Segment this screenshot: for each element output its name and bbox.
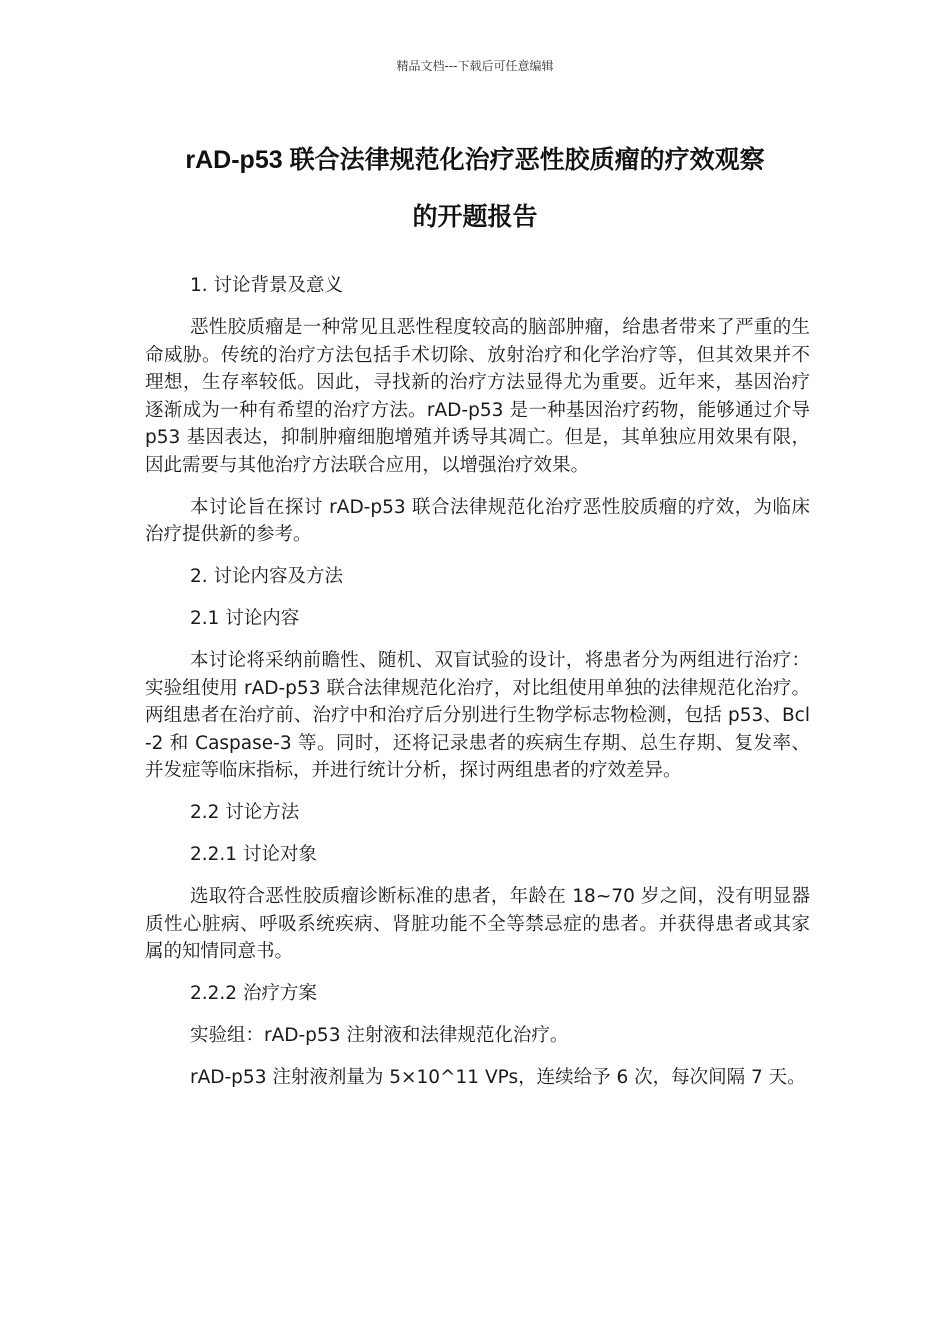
- title-line-1: rAD-p53 联合法律规范化治疗恶性胶质瘤的疗效观察: [185, 146, 765, 174]
- section-heading-2-1: 2.1 讨论内容: [190, 608, 300, 629]
- section-heading-2: 2. 讨论内容及方法: [190, 566, 344, 587]
- section-heading-2-2: 2.2 讨论方法: [190, 802, 300, 823]
- title-line-2: 的开题报告: [412, 203, 538, 231]
- section-heading-2-2-2: 2.2.2 治疗方案: [190, 983, 317, 1004]
- paragraph-experimental-group: 实验组：rAD-p53 注射液和法律规范化治疗。: [190, 1025, 569, 1046]
- paragraph-background: 恶性胶质瘤是一种常见且恶性程度较高的脑部肿瘤，给患者带来了严重的生命威胁。传统的治疗方法包括手术切除、放射治疗和化学治疗等，但其效果并不理想，生存率较低。因此，寻找新的治疗方法显得尤为重要。近年来，基因治疗逐渐成为一种有希望的治疗方法。rAD-p53 是一种基因治疗药物，能够通过介导 p53 基因表达，抑制肿瘤细胞增殖并诱导其凋亡。但是，其单独应用效果有限，因此需要与其他治疗方法联合应用，以增强治疗效果。: [145, 317, 810, 476]
- document-title: [140, 132, 810, 246]
- paragraph-purpose: 本讨论旨在探讨 rAD-p53 联合法律规范化治疗恶性胶质瘤的疗效，为临床治疗提供新的参考。: [145, 496, 810, 545]
- paragraph-subjects: 选取符合恶性胶质瘤诊断标准的患者，年龄在 18~70 岁之间，没有明显器质性心脏病、呼吸系统疾病、肾脏功能不全等禁忌症的患者。并获得患者或其家属的知情同意书。: [145, 886, 810, 962]
- section-heading-2-2-1: 2.2.1 讨论对象: [190, 844, 317, 865]
- header-note: 精品文档---下载后可任意编辑: [396, 59, 554, 73]
- paragraph-dosage: rAD-p53 注射液剂量为 5×10^11 VPs，连续给予 6 次，每次间隔 7 天。: [190, 1067, 806, 1088]
- section-heading-1: 1. 讨论背景及意义: [190, 275, 344, 296]
- document-body: [145, 272, 810, 1106]
- paragraph-research-content: 本讨论将采纳前瞻性、随机、双盲试验的设计，将患者分为两组进行治疗：实验组使用 rAD-p53 联合法律规范化治疗，对比组使用单独的法律规范化治疗。两组患者在治疗前、治疗中和治疗后分别进行生物学标志物检测，包括 p53、Bcl-2 和 Caspase-3 等。同时，还将记录患者的疾病生存期、总生存期、复发率、并发症等临床指标，并进行统计分析，探讨两组患者的疗效差异。: [145, 650, 810, 781]
